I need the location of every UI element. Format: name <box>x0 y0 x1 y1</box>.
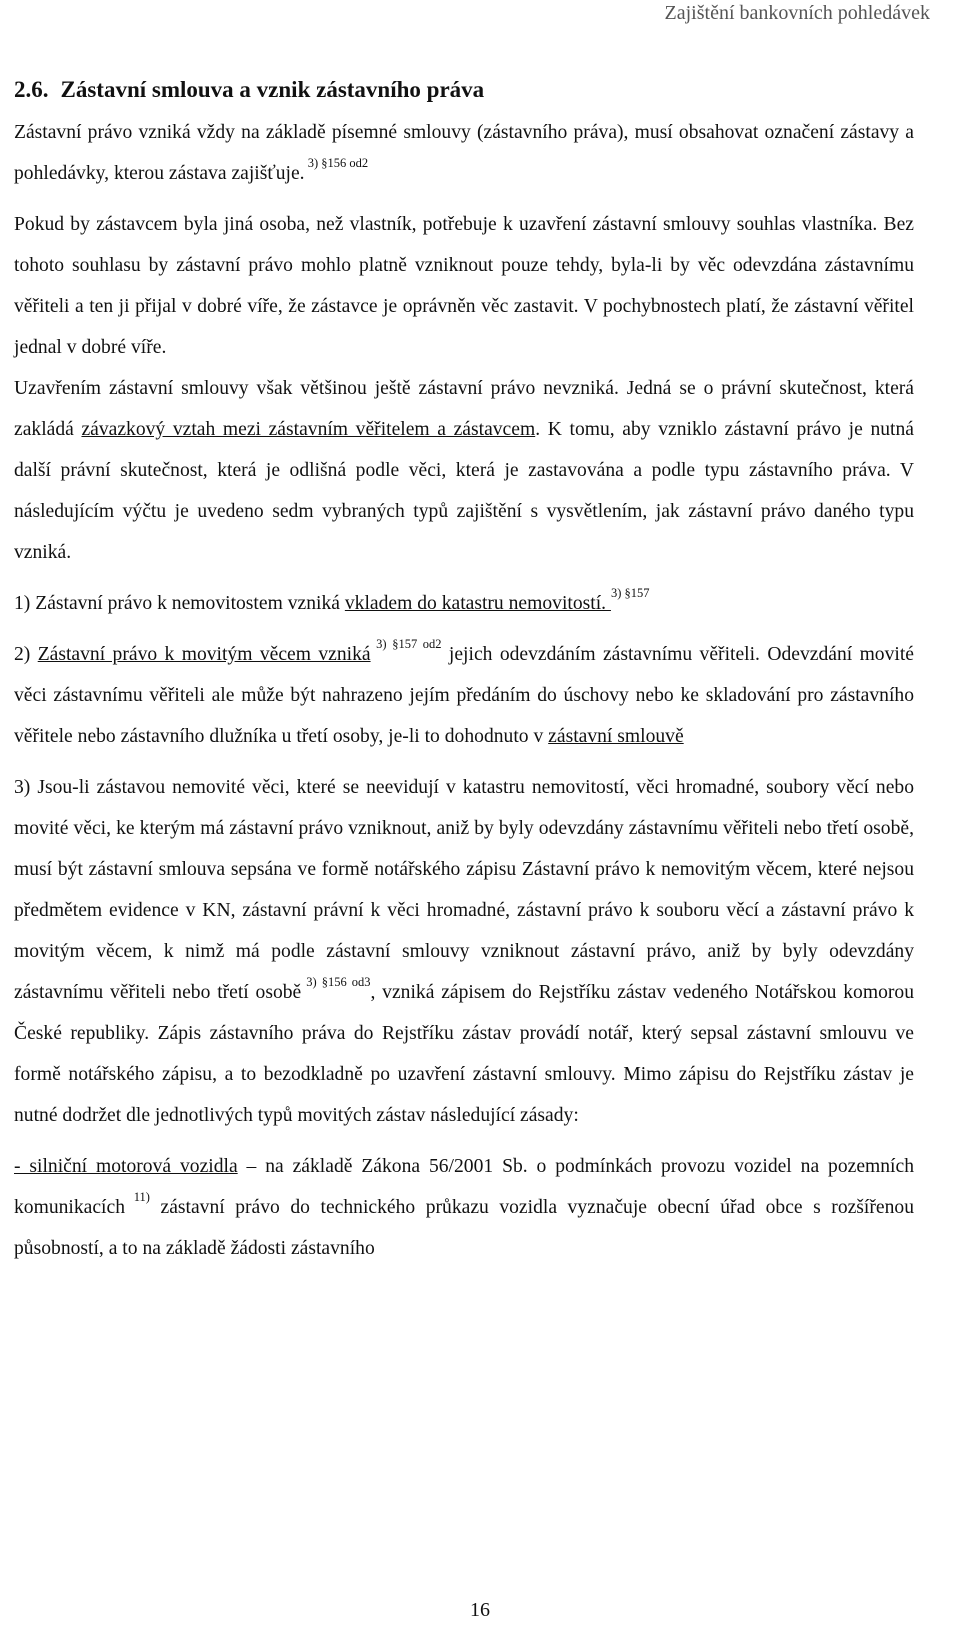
spacer <box>14 573 914 583</box>
footnote-ref: 3) §157 od2 <box>370 637 442 652</box>
item-text: 2) <box>14 644 38 665</box>
paragraph-text: . K tomu, aby vzniklo zástavní právo je nutná další právní skutečnost, která je odlišná podle věci, která je zastavována a podle typu zástavního práva. V následujícím výčtu je uvedeno sedm vybraných typů zajištění s vysvětlením, jak zástavní právo daného typu vzniká. <box>14 419 914 563</box>
spacer <box>14 757 914 767</box>
underlined-term: vkladem do katastru nemovitostí. <box>344 593 611 614</box>
paragraph-text: Zástavní právo vzniká vždy na základě písemné smlouvy (zástavního práva), musí obsahovat označení zástavy a pohledávky, kterou zástava zajišťuje. <box>14 122 914 184</box>
page-content <box>14 70 914 1269</box>
list-item-1 <box>14 583 914 624</box>
item-text: 1) Zástavní právo k nemovitostem vzniká <box>14 593 345 614</box>
item-text: zástavní právo do technického průkazu vozidla vyznačuje obecní úřad obce s rozšířenou působností, a to na základě žádosti zástavního <box>14 1197 914 1259</box>
footnote-ref: 3) §156 od3 <box>301 975 371 990</box>
paragraph-intro <box>14 112 914 194</box>
item-text: 3) Jsou-li zástavou nemovité věci, které se neevidují v katastru nemovitostí, věci hromadné, soubory věcí nebo movité věci, ke kterým má zástavní právo vzniknout, aniž by byly odevzdány zástavnímu věřiteli nebo třetí osobě, musí být zástavní smlouva sepsána ve formě notářského zápisu Zástavní právo k nemovitým věcem, které nejsou předmětem evidence v KN, zástavní právní k věci hromadné, zástavní právo k souboru věcí a zástavní právo k movitým věcem, k nimž má podle zástavní smlouvy vzniknout zástavní právo, aniž by byly odevzdány zástavnímu věřiteli nebo třetí osobě <box>14 777 914 1003</box>
paragraph-owner-consent: Pokud by zástavcem byla jiná osoba, než vlastník, potřebuje k uzavření zástavní smlouvy souhlas vlastníka. Bez tohoto souhlasu by zástavní právo mohlo platně vzniknout pouze tehdy, byla-li by věc odevzdána zástavnímu věřiteli a ten ji přijal v dobré víře, že zástavce je oprávněn věc zastavit. V pochybnostech platí, že zástavní věřitel jednal v dobré víře. <box>14 214 914 358</box>
footnote-ref: 11) <box>125 1190 150 1205</box>
spacer <box>14 194 914 204</box>
paragraph-text: Uzavřením zástavní smlouvy však většinou ještě zástavní právo nevzniká. Jedná se o právní skutečnost, která zakládá <box>14 378 914 440</box>
running-header: Zajištění bankovních pohledávek <box>664 2 930 24</box>
paragraph-contract <box>14 368 914 573</box>
page-number: 16 <box>470 1599 490 1621</box>
list-item-2 <box>14 634 914 757</box>
list-item-3 <box>14 767 914 1136</box>
underlined-term: zástavní smlouvě <box>548 726 684 747</box>
list-item-vehicles <box>14 1146 914 1269</box>
item-text: , vzniká zápisem do Rejstříku zástav vedeného Notářskou komorou České republiky. Zápis zástavního práva do Rejstříku zástav provádí notář, který sepsal zástavní smlouvu ve formě notářského zápisu, a to bezodkladně po uzavření zástavní smlouvy. Mimo zápisu do Rejstříku zástav je nutné dodržet dle jednotlivých typů movitých zástav následující zásady: <box>14 982 914 1126</box>
underlined-term: závazkový vztah mezi zástavním věřitelem a zástavcem <box>81 419 536 440</box>
section-title: Zástavní smlouva a vznik zástavního práva <box>60 77 485 102</box>
underlined-term: Zástavní právo k movitým věcem vzniká <box>37 644 371 665</box>
item-text: – na základě Zákona 56/2001 Sb. o podmínkách provozu vozidel na pozemních komunikacích <box>14 1156 914 1218</box>
spacer <box>14 624 914 634</box>
spacer <box>14 1136 914 1146</box>
section-number: 2.6. <box>14 77 49 102</box>
underlined-term: - silniční motorová vozidla <box>14 1156 238 1177</box>
footnote-ref: 3) §156 od2 <box>304 156 369 171</box>
item-text: jejich odevzdáním zástavnímu věřiteli. Odevzdání movité věci zástavnímu věřiteli ale může být nahrazeno jejím předáním do úschovy nebo ke skladování pro zástavního věřitele nebo zástavního dlužníka u třetí osoby, je-li to dohodnuto v <box>14 644 914 747</box>
section-heading <box>14 70 914 110</box>
footnote-ref: 3) §157 <box>610 586 650 601</box>
